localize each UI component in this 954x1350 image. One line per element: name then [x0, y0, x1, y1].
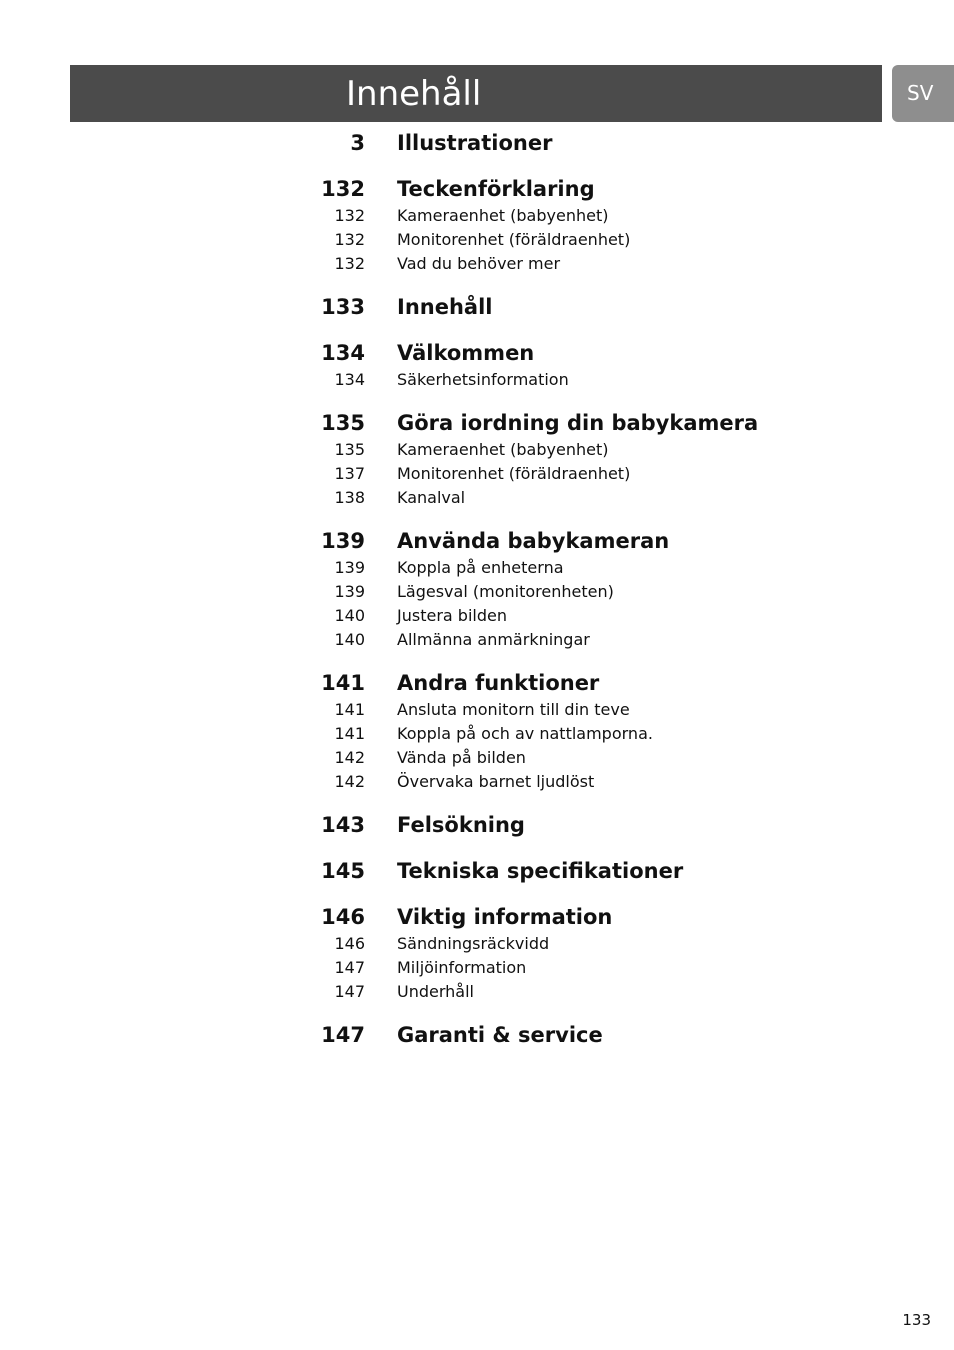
toc-subentry-page: 140 [334, 606, 365, 625]
toc-chapter-page: 141 [321, 671, 365, 695]
toc-chapter-page: 135 [321, 411, 365, 435]
toc-subentry[interactable] [0, 438, 954, 462]
toc-chapter-entry[interactable] [0, 856, 954, 886]
toc-subentry[interactable] [0, 556, 954, 580]
toc-chapter-title: Innehåll [397, 295, 493, 319]
toc-chapter-page: 147 [321, 1023, 365, 1047]
toc-subentry-page: 147 [334, 958, 365, 977]
toc-subentry-title: Lägesval (monitorenheten) [397, 582, 614, 601]
toc-subentry-page: 141 [334, 724, 365, 743]
toc-subentry-page: 141 [334, 700, 365, 719]
toc-subentry[interactable] [0, 580, 954, 604]
toc-subentry-page: 139 [334, 558, 365, 577]
toc-chapter-page: 132 [321, 177, 365, 201]
toc-chapter-title: Göra iordning din babykamera [397, 411, 759, 435]
toc-chapter-entry[interactable] [0, 1020, 954, 1050]
toc-subentry-page: 142 [334, 772, 365, 791]
toc-subentry-page: 132 [334, 254, 365, 273]
toc-subentry-title: Kameraenhet (babyenhet) [397, 440, 609, 459]
toc-subentry-title: Vad du behöver mer [397, 254, 561, 273]
toc-chapter-entry[interactable] [0, 128, 954, 158]
toc-subentry-page: 142 [334, 748, 365, 767]
toc-subentry[interactable] [0, 486, 954, 510]
toc-subentry[interactable] [0, 932, 954, 956]
toc-subentry[interactable] [0, 956, 954, 980]
toc-chapter-entry[interactable] [0, 902, 954, 932]
toc-chapter-page: 133 [321, 295, 365, 319]
toc-chapter-title: Välkommen [397, 341, 535, 365]
toc-section [0, 810, 954, 840]
toc-subentry-page: 146 [334, 934, 365, 953]
page-title: Innehåll [346, 74, 482, 114]
toc-subentry[interactable] [0, 770, 954, 794]
toc-section [0, 902, 954, 1004]
toc-subentry-title: Kameraenhet (babyenhet) [397, 206, 609, 225]
toc-subentry-title: Säkerhetsinformation [397, 370, 569, 389]
toc-chapter-title: Tekniska specifikationer [397, 859, 684, 883]
table-of-contents [0, 128, 954, 1066]
toc-chapter-title: Garanti & service [397, 1023, 603, 1047]
toc-subentry[interactable] [0, 980, 954, 1004]
toc-subentry[interactable] [0, 368, 954, 392]
toc-subentry-title: Övervaka barnet ljudlöst [397, 772, 595, 791]
toc-subentry-title: Allmänna anmärkningar [397, 630, 590, 649]
toc-subentry[interactable] [0, 228, 954, 252]
toc-section [0, 408, 954, 510]
toc-subentry-title: Vända på bilden [397, 748, 526, 767]
toc-chapter-page: 143 [321, 813, 365, 837]
toc-subentry-page: 134 [334, 370, 365, 389]
toc-subentry[interactable] [0, 252, 954, 276]
toc-chapter-title: Använda babykameran [397, 529, 670, 553]
title-bar [70, 65, 882, 122]
toc-subentry[interactable] [0, 204, 954, 228]
toc-subentry-page: 132 [334, 230, 365, 249]
toc-section [0, 174, 954, 276]
toc-section [0, 526, 954, 652]
toc-chapter-page: 3 [350, 131, 365, 155]
toc-chapter-entry[interactable] [0, 810, 954, 840]
toc-section [0, 292, 954, 322]
toc-section [0, 338, 954, 392]
toc-subentry-title: Underhåll [397, 982, 474, 1001]
toc-subentry-page: 139 [334, 582, 365, 601]
toc-subentry-page: 132 [334, 206, 365, 225]
toc-chapter-title: Teckenförklaring [397, 177, 595, 201]
toc-chapter-entry[interactable] [0, 292, 954, 322]
toc-chapter-title: Andra funktioner [397, 671, 600, 695]
toc-subentry-title: Kanalval [397, 488, 466, 507]
toc-chapter-page: 145 [321, 859, 365, 883]
toc-subentry-title: Miljöinformation [397, 958, 527, 977]
toc-subentry-page: 135 [334, 440, 365, 459]
toc-subentry-page: 137 [334, 464, 365, 483]
toc-section [0, 1020, 954, 1050]
toc-chapter-page: 146 [321, 905, 365, 929]
toc-subentry-title: Ansluta monitorn till din teve [397, 700, 630, 719]
toc-subentry[interactable] [0, 462, 954, 486]
toc-subentry-page: 140 [334, 630, 365, 649]
toc-chapter-entry[interactable] [0, 174, 954, 204]
toc-subentry-title: Koppla på och av nattlamporna. [397, 724, 653, 743]
toc-subentry-page: 147 [334, 982, 365, 1001]
page-number: 133 [902, 1311, 931, 1329]
toc-subentry[interactable] [0, 722, 954, 746]
toc-section [0, 856, 954, 886]
toc-chapter-title: Felsökning [397, 813, 525, 837]
toc-subentry-title: Justera bilden [397, 606, 507, 625]
toc-chapter-title: Illustrationer [397, 131, 553, 155]
toc-chapter-page: 134 [321, 341, 365, 365]
toc-subentry[interactable] [0, 628, 954, 652]
language-tab: SV [892, 65, 954, 122]
toc-chapter-entry[interactable] [0, 408, 954, 438]
toc-chapter-entry[interactable] [0, 338, 954, 368]
toc-subentry[interactable] [0, 698, 954, 722]
toc-chapter-entry[interactable] [0, 668, 954, 698]
toc-subentry-title: Sändningsräckvidd [397, 934, 550, 953]
toc-subentry-title: Monitorenhet (föräldraenhet) [397, 464, 631, 483]
toc-subentry-title: Monitorenhet (föräldraenhet) [397, 230, 631, 249]
toc-chapter-entry[interactable] [0, 526, 954, 556]
toc-subentry[interactable] [0, 604, 954, 628]
toc-chapter-page: 139 [321, 529, 365, 553]
toc-subentry-page: 138 [334, 488, 365, 507]
toc-subentry[interactable] [0, 746, 954, 770]
toc-subentry-title: Koppla på enheterna [397, 558, 564, 577]
toc-section [0, 668, 954, 794]
toc-section [0, 128, 954, 158]
toc-chapter-title: Viktig information [397, 905, 613, 929]
